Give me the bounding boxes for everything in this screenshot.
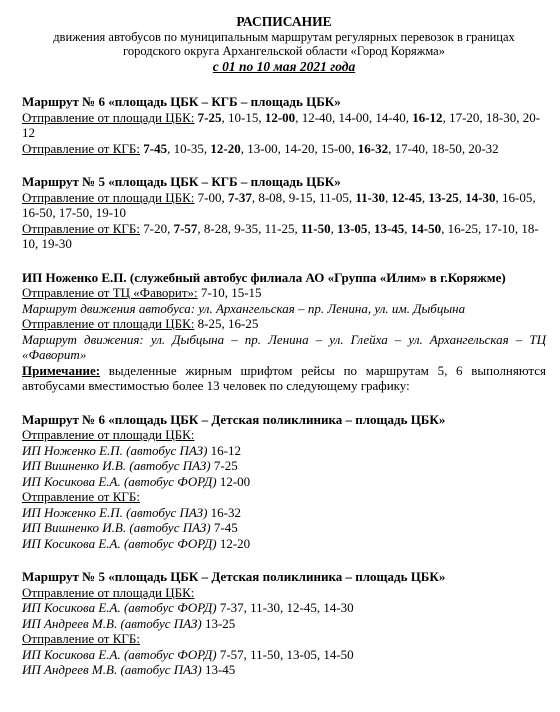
departure-time: 9-35	[234, 220, 259, 236]
departure-time: 13-45	[373, 220, 405, 236]
departure-label: Отправление от площади ЦБК:	[22, 584, 195, 600]
departure-time: 19-30	[41, 236, 72, 251]
operator-times: 7-25	[210, 458, 238, 473]
operator-times: 12-00	[216, 473, 251, 489]
schedule-period: с 01 по 10 мая 2021 года	[212, 58, 356, 74]
departure-time: 13-05	[337, 220, 368, 236]
note-text: выделенные жирным шрифтом рейсы по маршрутам 5, 6 выполняются автобусами вместимостью более 13 человек по следующему графику:	[22, 362, 546, 393]
departure-time: 7-57	[173, 220, 198, 236]
operator-times: 13-25	[201, 615, 236, 631]
service-bus-departure-1	[22, 285, 546, 301]
service-bus-route-2: Маршрут движения: ул. Дыбцына – пр. Ленина – ул. Глейха – ул. Архангельская – ТЦ «Фаворит»	[22, 331, 546, 362]
operator-line	[22, 536, 546, 552]
operator-line	[22, 616, 546, 632]
departure-label: Отправление от площади ЦБК:	[22, 189, 195, 205]
operator-line	[22, 443, 546, 459]
operator-line	[22, 600, 546, 616]
document-title: РАСПИСАНИЕ	[236, 14, 332, 29]
departure-time: 11-25	[264, 220, 295, 236]
route-5-departures-kgb	[22, 221, 546, 252]
route-6-title: Маршрут № 6 «площадь ЦБК – КГБ – площадь ЦБК»	[22, 94, 341, 109]
departure-time: 15-00	[320, 140, 352, 156]
departure-time: 12-20	[210, 140, 241, 156]
times-list: 7-20, 7-57, 8-28, 9-35, 11-25, 11-50, 13-05, 13-45, 14-50, 16-25, 17-10, 18-10, 19-30	[22, 220, 539, 251]
departure-time: 14-20	[284, 140, 315, 156]
operator-list	[22, 647, 546, 678]
departure-time: 18-10	[22, 220, 539, 251]
departure-time: 14-40	[375, 109, 406, 125]
departure-time: 7-20	[143, 220, 168, 236]
operator-name: ИП Косикова Е.А. (автобус ФОРД)	[22, 535, 217, 551]
operator-line	[22, 647, 546, 663]
departure-time: 20-12	[22, 109, 541, 140]
route-5-large-title: Маршрут № 5 «площадь ЦБК – Детская поликлиника – площадь ЦБК»	[22, 569, 446, 584]
operator-name: ИП Вишненко И.В. (автобус ПАЗ)	[22, 520, 211, 535]
operator-times: 16-32	[207, 504, 242, 520]
departure-time: 7-37	[228, 189, 252, 205]
times-list: 7-45, 10-35, 12-20, 13-00, 14-20, 15-00, 16-32, 17-40, 18-50, 20-32	[143, 140, 499, 156]
service-bus-departure-2	[22, 316, 546, 332]
departure-label: Отправление от площади ЦБК:	[22, 316, 195, 331]
operator-line	[22, 458, 546, 474]
document-header	[22, 14, 546, 74]
service-bus-route-1: Маршрут движения автобуса: ул. Архангельская – пр. Ленина, ул. им. Дыбцына	[22, 300, 466, 316]
departure-time: 8-28	[203, 220, 228, 236]
subtitle-line-1: движения автобусов по муниципальным маршрутам регулярных перевозок в границах	[53, 29, 515, 44]
departure-time: 12-00	[264, 109, 296, 125]
route-5-large-bus-section	[22, 569, 546, 678]
departure-time: 10-15	[228, 109, 259, 125]
operator-times: 12-20	[216, 535, 251, 551]
departure-time: 14-50	[410, 220, 442, 236]
operator-list	[22, 600, 546, 631]
departure-time: 7-25	[197, 109, 222, 125]
operator-line	[22, 474, 546, 490]
operator-list	[22, 443, 546, 490]
departure-label: Отправление от площади ЦБК:	[22, 109, 195, 125]
route-5-departures-cbk	[22, 190, 546, 221]
departure-time: 17-50	[58, 205, 90, 220]
route-5-section	[22, 174, 546, 252]
departure-time: 14-30	[465, 189, 496, 205]
times-list: 7-00, 7-37, 8-08, 9-15, 11-05, 11-30, 12-45, 13-25, 14-30, 16-05, 16-50, 17-50, 19-10	[22, 189, 536, 220]
departure-time: 12-45	[391, 189, 422, 205]
route-6-departures-cbk	[22, 110, 546, 141]
operator-name: ИП Косикова Е.А. (автобус ФОРД)	[22, 646, 217, 662]
operator-list	[22, 505, 546, 552]
departure-time: 11-05	[319, 189, 349, 205]
departure-time: 17-20	[449, 109, 480, 125]
operator-name: ИП Ноженко Е.П. (автобус ПАЗ)	[22, 442, 208, 458]
departure-label: Отправление от площади ЦБК:	[22, 427, 195, 442]
departure-label: Отправление от КГБ:	[22, 631, 140, 646]
departure-time: 12-40	[301, 109, 333, 125]
operator-name: ИП Ноженко Е.П. (автобус ПАЗ)	[22, 504, 208, 520]
departure-times: 8-25, 16-25	[194, 316, 259, 331]
departure-time: 14-00	[338, 109, 369, 125]
operator-line	[22, 505, 546, 521]
departure-label: Отправление от КГБ:	[22, 489, 140, 504]
departure-time: 16-50	[22, 205, 53, 220]
service-bus-title: ИП Ноженко Е.П. (служебный автобус филиала АО «Группа «Илим» в г.Коряжме)	[22, 269, 506, 285]
departure-time: 13-25	[428, 189, 459, 205]
departure-time: 16-25	[447, 220, 478, 236]
departure-time: 13-00	[247, 140, 278, 156]
departure-times: 7-10, 15-15	[197, 285, 262, 300]
operator-times: 7-57, 11-50, 13-05, 14-50	[216, 646, 354, 662]
departure-time: 17-40	[394, 140, 425, 156]
departure-time: 16-32	[357, 140, 389, 156]
departure-time: 18-50	[431, 140, 462, 156]
operator-name: ИП Косикова Е.А. (автобус ФОРД)	[22, 600, 217, 615]
operator-times: 7-45	[210, 520, 238, 535]
departure-time: 19-10	[95, 205, 127, 220]
departure-time: 16-12	[412, 109, 443, 125]
route-6-large-bus-section	[22, 412, 546, 552]
departure-time: 8-08	[258, 189, 283, 205]
route-6-large-title: Маршрут № 6 «площадь ЦБК – Детская поликлиника – площадь ЦБК»	[22, 411, 446, 427]
route-5-title: Маршрут № 5 «площадь ЦБК – КГБ – площадь ЦБК»	[22, 174, 341, 189]
departure-label: Отправление от КГБ:	[22, 220, 140, 236]
operator-line	[22, 520, 546, 536]
operator-name: ИП Андреев М.В. (автобус ПАЗ)	[22, 662, 202, 677]
departure-time: 11-30	[355, 189, 386, 205]
note-label: Примечание:	[22, 362, 101, 378]
operator-times: 16-12	[207, 442, 242, 458]
operator-times: 13-45	[201, 662, 236, 677]
route-6-section	[22, 94, 546, 156]
note	[22, 363, 546, 394]
departure-time: 16-05	[502, 189, 533, 205]
operator-name: ИП Вишненко И.В. (автобус ПАЗ)	[22, 458, 211, 473]
operator-line	[22, 662, 546, 678]
operator-name: ИП Андреев М.В. (автобус ПАЗ)	[22, 615, 202, 631]
departure-time: 17-10	[484, 220, 515, 236]
departure-time: 7-00	[197, 189, 222, 205]
departure-time: 20-32	[468, 140, 499, 156]
departure-time: 7-45	[143, 140, 168, 156]
departure-time: 18-30	[485, 109, 517, 125]
departure-label: Отправление от ТЦ «Фаворит»:	[22, 285, 198, 300]
route-6-departures-kgb	[22, 141, 546, 157]
times-list: 7-25, 10-15, 12-00, 12-40, 14-00, 14-40, 16-12, 17-20, 18-30, 20-12	[22, 109, 541, 140]
operator-name: ИП Косикова Е.А. (автобус ФОРД)	[22, 473, 217, 489]
departure-time: 9-15	[288, 189, 313, 205]
departure-time: 11-50	[300, 220, 331, 236]
departure-time: 10-35	[173, 140, 204, 156]
subtitle-line-2: городского округа Архангельской области «Город Коряжма»	[123, 43, 445, 58]
departure-label: Отправление от КГБ:	[22, 140, 140, 156]
service-bus-section	[22, 270, 546, 394]
operator-times: 7-37, 11-30, 12-45, 14-30	[216, 600, 354, 615]
